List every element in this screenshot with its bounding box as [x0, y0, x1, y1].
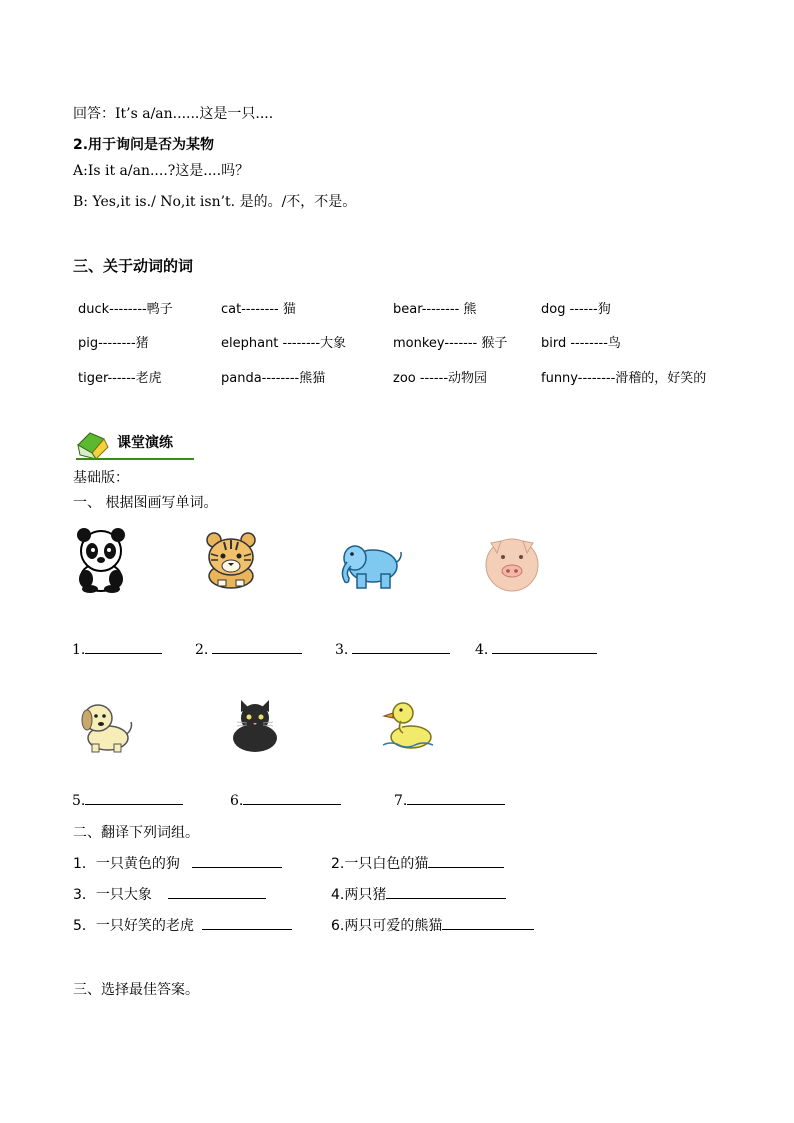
translate-item-5[interactable]: [73, 917, 292, 935]
panda-icon: [72, 527, 130, 593]
vocab-item: elephant --------大象: [221, 336, 347, 351]
part-2-title: 二、翻译下列词组。: [73, 825, 199, 841]
vocab-item: dog ------狗: [541, 302, 611, 317]
blank-number: 5.: [72, 793, 86, 809]
section-3-title: 三、关于动词的词: [73, 257, 194, 275]
vocab-item: tiger------老虎: [78, 371, 162, 386]
translate-label: 5．一只好笑的老虎: [73, 918, 194, 934]
translate-item-2[interactable]: [331, 855, 504, 873]
part-3-title: 三、选择最佳答案。: [73, 982, 199, 998]
banner-title: 课堂演练: [117, 435, 173, 451]
translate-item-4[interactable]: [331, 886, 506, 904]
vocab-item: panda--------熊猫: [221, 371, 326, 386]
translate-item-6[interactable]: [331, 917, 534, 935]
tiger-icon: [202, 530, 260, 590]
question-line-b: B: Yes,it is./ No,it isn’t. 是的。/不，不是。: [73, 194, 357, 210]
blank-3[interactable]: [335, 641, 450, 659]
vocab-item: funny--------滑稽的，好笑的: [541, 371, 707, 386]
translate-item-1[interactable]: [73, 855, 282, 873]
blank-4[interactable]: [475, 641, 597, 659]
part-1-title: 一、 根据图画写单词。: [73, 495, 218, 511]
blank-5[interactable]: [72, 792, 183, 810]
practice-banner: [74, 429, 196, 461]
elephant-icon: [335, 540, 403, 592]
vocab-item: cat-------- 猫: [221, 302, 296, 317]
blank-number: 2.: [195, 642, 209, 658]
translate-label: 6.两只可爱的熊猫: [331, 918, 443, 934]
dog-icon: [78, 698, 134, 754]
answer-line: 回答：It’s a/an......这是一只....: [73, 106, 274, 122]
vocab-item: duck--------鸭子: [78, 302, 173, 317]
blank-1[interactable]: [72, 641, 162, 659]
blank-number: 7.: [394, 793, 408, 809]
blank-number: 1.: [72, 642, 86, 658]
cat-icon: [227, 698, 283, 754]
vocab-item: bear-------- 熊: [393, 302, 477, 317]
blank-2[interactable]: [195, 641, 302, 659]
vocab-item: zoo ------动物园: [393, 371, 488, 386]
pig-icon: [483, 533, 541, 595]
translate-label: 3．一只大象: [73, 887, 152, 903]
blank-number: 3.: [335, 642, 349, 658]
vocab-item: bird --------鸟: [541, 336, 621, 351]
blank-number: 4.: [475, 642, 489, 658]
duck-icon: [381, 695, 435, 753]
blank-6[interactable]: [230, 792, 341, 810]
translate-label: 2.一只白色的猫: [331, 856, 429, 872]
translate-item-3[interactable]: [73, 886, 266, 904]
section-2-title: 2.用于询问是否为某物: [73, 137, 215, 153]
basic-label: 基础版：: [73, 470, 129, 486]
vocab-item: monkey------- 猴子: [393, 336, 508, 351]
blank-7[interactable]: [394, 792, 505, 810]
question-line-a: A:Is it a/an....?这是....吗？: [73, 163, 250, 179]
blank-number: 6.: [230, 793, 244, 809]
translate-label: 1．一只黄色的狗: [73, 856, 180, 872]
translate-label: 4.两只猪: [331, 887, 387, 903]
vocab-item: pig--------猪: [78, 336, 149, 351]
